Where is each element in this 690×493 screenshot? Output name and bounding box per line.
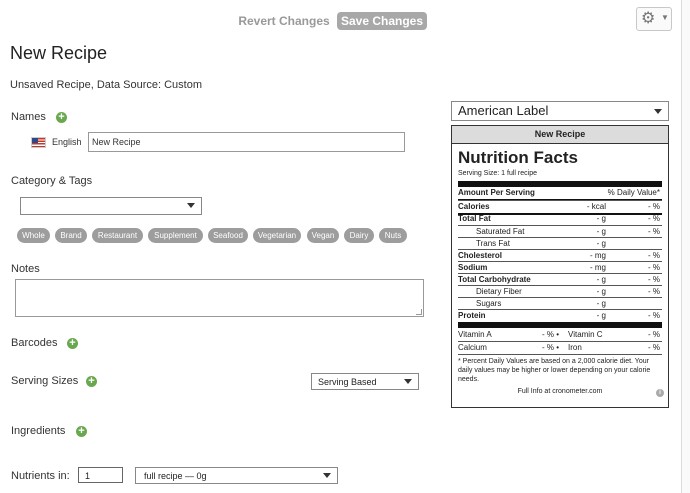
nutrition-label-header: New Recipe: [452, 126, 668, 144]
tag-restaurant[interactable]: Restaurant: [92, 228, 143, 243]
nutrient-pct: - %: [648, 311, 660, 320]
nutrient-amount: - kcal: [586, 202, 606, 211]
nutrition-facts-label: [451, 125, 669, 408]
nutrient-amount: - g: [596, 227, 606, 236]
add-ingredient-button[interactable]: [76, 426, 87, 437]
vitamin-name: Vitamin C: [568, 330, 603, 339]
vitamin-name: Iron: [568, 343, 582, 352]
tag-whole[interactable]: Whole: [17, 228, 50, 243]
resize-handle[interactable]: [416, 309, 422, 315]
nutrient-pct: - %: [648, 214, 660, 223]
info-icon[interactable]: i: [656, 389, 664, 397]
nutrient-row: [458, 213, 662, 225]
daily-value-label: % Daily Value*: [607, 188, 660, 197]
nutrient-pct: - %: [648, 263, 660, 272]
tag-vegan[interactable]: Vegan: [307, 228, 339, 243]
label-type-select[interactable]: [451, 101, 669, 121]
daily-value-footnote: * Percent Daily Values are based on a 2,000 calorie diet. Your daily values may be higher or lower depending on your calorie needs.: [458, 358, 651, 383]
chevron-down-icon: [187, 203, 195, 208]
plus-icon: +: [69, 337, 76, 349]
nutrient-name: Saturated Fat: [476, 227, 525, 236]
tag-nuts[interactable]: Nuts: [379, 228, 407, 243]
window-edge: [681, 0, 690, 493]
divider: [458, 354, 662, 355]
barcodes-label: Barcodes: [11, 337, 58, 349]
add-barcode-button[interactable]: [67, 338, 78, 349]
ingredients-label: Ingredients: [11, 425, 66, 437]
nutrient-amount: - g: [596, 239, 606, 248]
thick-divider: [458, 322, 662, 328]
plus-icon: +: [78, 425, 85, 437]
nutrient-amount: - mg: [590, 263, 606, 272]
recipe-source-text: Unsaved Recipe, Data Source: Custom: [10, 79, 202, 91]
label-type-value: American Label: [458, 103, 549, 118]
names-label: Names: [11, 111, 46, 123]
nutrients-amount-input[interactable]: 1: [78, 467, 123, 483]
nutrient-amount: - g: [596, 299, 606, 308]
notes-label: Notes: [11, 263, 40, 275]
nutrient-name: Total Carbohydrate: [458, 275, 531, 284]
plus-icon: +: [88, 375, 95, 387]
nutrient-name: Total Fat: [458, 214, 491, 223]
nutrient-pct: - %: [648, 275, 660, 284]
nutrient-name: Sodium: [458, 263, 488, 272]
nutrient-amount: - g: [596, 275, 606, 284]
save-changes-button[interactable]: Save Changes: [337, 12, 427, 30]
settings-menu-button[interactable]: [636, 7, 672, 31]
revert-changes-button[interactable]: Revert Changes: [238, 14, 330, 28]
nutrient-amount: - mg: [590, 251, 606, 260]
nutrient-row: [458, 200, 662, 213]
nutrient-name: Dietary Fiber: [476, 287, 522, 296]
vitamin-pct: - %: [648, 330, 660, 339]
gear-icon: ⚙: [641, 10, 656, 27]
full-info-link[interactable]: Full Info at cronometer.com: [517, 388, 603, 395]
language-label: English: [52, 137, 82, 147]
vitamin-pct: - %: [648, 343, 660, 352]
vitamin-name: Calcium: [458, 343, 487, 352]
amount-per-serving-label: Amount Per Serving: [458, 188, 535, 197]
nutrient-name: Trans Fat: [476, 239, 510, 248]
add-name-button[interactable]: [56, 112, 67, 123]
nutrients-unit-select[interactable]: [135, 467, 338, 484]
tag-vegetarian[interactable]: Vegetarian: [253, 228, 301, 243]
category-select[interactable]: [20, 197, 202, 215]
nutrient-amount: - g: [596, 287, 606, 296]
vitamin-name: Vitamin A: [458, 330, 492, 339]
amount-per-serving-row: [458, 187, 662, 199]
nutrient-name: Protein: [458, 311, 486, 320]
category-tags-label: Category & Tags: [11, 175, 93, 187]
nutrients-unit-value: full recipe — 0g: [144, 471, 207, 481]
nutrient-name: Cholesterol: [458, 251, 503, 260]
notes-textarea[interactable]: [15, 279, 424, 317]
vitamin-pct: - % •: [542, 343, 560, 352]
nutrient-name: Calories: [458, 202, 490, 211]
chevron-down-icon: [654, 109, 662, 114]
nutrient-pct: - %: [648, 227, 660, 236]
plus-icon: +: [58, 111, 65, 123]
chevron-down-icon: [404, 379, 412, 384]
page-title: New Recipe: [10, 43, 108, 63]
nutrient-pct: - %: [648, 251, 660, 260]
nutrient-row: [458, 309, 662, 322]
vitamin-row: [458, 341, 662, 354]
top-toolbar: [0, 0, 690, 40]
serving-mode-value: Serving Based: [318, 377, 377, 387]
chevron-down-icon: [323, 473, 331, 478]
us-flag-icon: [31, 137, 46, 148]
recipe-name-input[interactable]: New Recipe: [88, 132, 405, 152]
tag-brand[interactable]: Brand: [55, 228, 87, 243]
add-serving-size-button[interactable]: [86, 376, 97, 387]
nutrition-facts-title: Nutrition Facts: [458, 148, 578, 167]
serving-size-text: Serving Size: 1 full recipe: [458, 170, 537, 177]
nutrient-pct: - %: [648, 287, 660, 296]
nutrient-pct: - %: [648, 202, 660, 211]
nutrient-name: Sugars: [476, 299, 502, 308]
serving-sizes-label: Serving Sizes: [11, 375, 79, 387]
nutrient-amount: - g: [596, 214, 606, 223]
vitamin-pct: - % •: [542, 330, 560, 339]
chevron-down-icon: ▼: [661, 13, 669, 22]
nutrients-in-label: Nutrients in:: [11, 470, 70, 482]
serving-mode-select[interactable]: [311, 373, 419, 390]
nutrient-amount: - g: [596, 311, 606, 320]
vitamin-row: [458, 329, 662, 341]
tag-dairy[interactable]: Dairy: [344, 228, 374, 243]
tag-seafood[interactable]: Seafood: [208, 228, 248, 243]
tag-supplement[interactable]: Supplement: [148, 228, 203, 243]
